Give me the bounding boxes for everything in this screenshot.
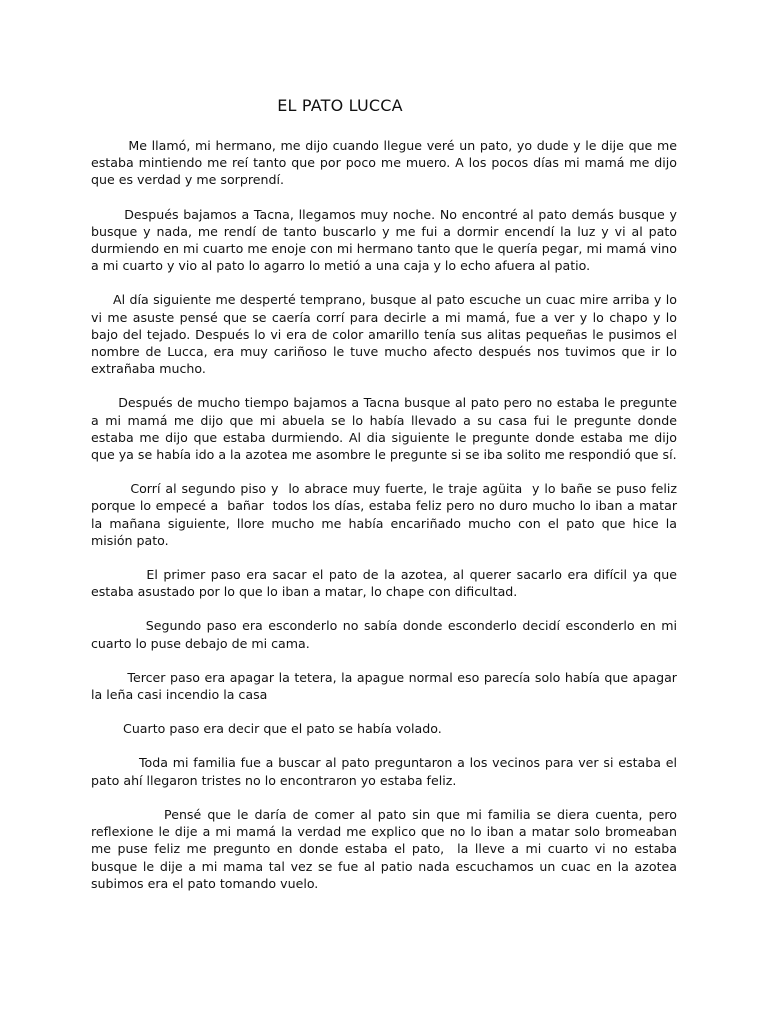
paragraph: Al día siguiente me desperté temprano, busque al pato escuche un cuac mire arriba y lo vi me asuste pensé que se caería corrí para decirle a mi mamá, fue a ver y lo chapo y lo bajo del tejado. Después lo vi era de color amarillo tenía sus alitas pequeñas le pusimos el nombre de Lucca, era muy cariñoso le tuve mucho afecto después nos tuvimos que ir lo extrañaba mucho. [91,292,682,377]
paragraph: Toda mi familia fue a buscar al pato preguntaron a los vecinos para ver si estaba el pato ahí llegaron tristes no lo encontraron yo estaba feliz. [91,755,681,788]
paragraph: El primer paso era sacar el pato de la azotea, al querer sacarlo era difícil ya que estaba asustado por lo que lo iban a matar, lo chape con dificultad. [91,567,682,600]
document-title: EL PATO LUCCA [277,96,403,115]
paragraph: Después de mucho tiempo bajamos a Tacna busque al pato pero no estaba le pregunte a mi mamá me dijo que mi abuela se lo había llevado a su casa fui le pregunte donde estaba me dijo que estaba durmiendo. Al dia siguiente le pregunte donde estaba me dijo que ya se había ido a la azotea me asombre le pregunte si se iba solito me respondió que sí. [91,395,682,463]
paragraph: Después bajamos a Tacna, llegamos muy noche. No encontré al pato demás busque y busque y nada, me rendí de tanto buscarlo y me fui a dormir encendí la luz y vi al pato durmiendo en mi cuarto me enoje con mi hermano tanto que le quería pegar, mi mamá vino a mi cuarto y vio al pato lo agarro lo metió a una caja y lo echo afuera al patio. [91,206,682,274]
paragraph: Segundo paso era esconderlo no sabía donde esconderlo decidí esconderlo en mi cuarto lo puse debajo de mi cama. [91,618,681,651]
document-body [91,137,682,909]
paragraph: Tercer paso era apagar la tetera, la apague normal eso parecía solo había que apagar la leña casi incendio la casa [91,669,681,703]
paragraph: Corrí al segundo piso y lo abrace muy fuerte, le traje agüita y lo bañe se puso feliz porque lo empecé a bañar todos los días, estaba feliz pero no duro mucho lo iban a matar la mañana siguiente, llore mucho me había encariñado mucho con el pato que hice la misión pato. [91,481,682,548]
paragraph: Cuarto paso era decir que el pato se había volado. [91,721,442,737]
paragraph: Pensé que le daría de comer al pato sin que mi familia se diera cuenta, pero reflexione le dije a mi mamá la verdad me explico que no lo iban a matar solo bromeaban me puse feliz me pregunto en donde estaba el pato, la lleve a mi cuarto vi no estaba busque le dije a mi mama tal vez se fue al patio nada escuchamos un cuac en la azotea subimos era el pato tomando vuelo. [91,806,682,891]
paragraph: Me llamó, mi hermano, me dijo cuando llegue veré un pato, yo dude y le dije que me estaba mintiendo me reí tanto que por poco me muero. A los pocos días mi mamá me dijo que es verdad y me sorprendí. [91,138,682,188]
